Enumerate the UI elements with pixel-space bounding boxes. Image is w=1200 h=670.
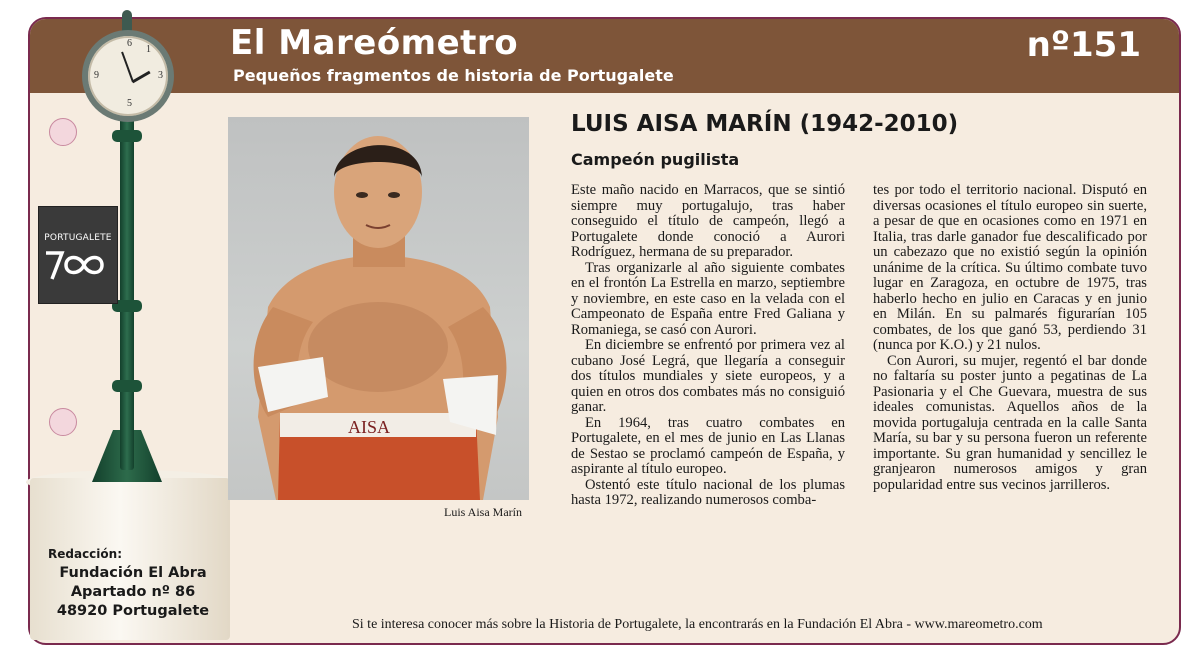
logo-label: PORTUGALETE [44,233,112,243]
footer-note: Si te interesa conocer más sobre la Historia de Portugalete, la encontrarás en la Fundación El Abra - www.mareometro.com [352,617,1043,632]
header-bar [30,19,1179,93]
lamp-pole [120,110,134,470]
article-paragraph: Ostentó este título nacional de los plumas hasta 1972, realizando numerosos comba- [571,476,845,508]
clock-hour-hand [132,71,151,84]
pole-ring [112,380,142,392]
clock-numeral: 5 [127,98,132,109]
clock-numeral: 3 [158,70,163,81]
article-paragraph: En diciembre se enfrentó por primera vez al cubano José Legrá, que llegaría a conseguir dos títulos mundiales y siete europeos, y a quien en otros dos combates más no consiguió ganar. [571,337,845,415]
clock-numeral: 1 [146,44,151,55]
credits-line: Fundación El Abra [59,565,207,581]
article-paragraph: Tras organizarle al año siguiente combates en el frontón La Estrella en marzo, septiembre y noviembre, en este caso en la velada con el Campeonato de España entre Fred Galiana y Romaniega, se casó con Aurori. [571,259,845,338]
logo-mark [39,245,117,294]
clock-numeral: 9 [94,70,99,81]
pole-ring [112,130,142,142]
article-column-2 [873,183,1147,553]
clock-finial [122,10,132,32]
article-paragraph: Con Aurori, su mujer, regentó el bar donde no faltaría su poster junto a pegatinas de La Pasionaria y el Che Guevara, muestra de sus ideales comunistas. Aquellos años de la movida portugaluja centrada en la calle Santa María, su bar y su persona fueron un referente importante. Su gran humanidad y sencillez le granjearon numerosos amigos y gran popularidad entre sus vecinos jarrilleros. [873,352,1147,493]
publication-subtitle: Pequeños fragmentos de historia de Portugalete [233,66,674,85]
credits-label: Redacción: [48,547,122,561]
article-column-1 [571,183,845,553]
clock-icon [82,30,174,122]
binder-hole [49,118,77,146]
clock-minute-hand [121,52,134,83]
binder-hole [49,408,77,436]
article-paragraph: En 1964, tras cuatro combates en Portugalete, en el mes de junio en Las Llanas de Sestao se proclamó campeón de España, y aspirante al título europeo. [571,414,845,477]
portugalete-700-logo [38,206,118,304]
credits-line: 48920 Portugalete [56,603,210,619]
photo-caption: Luis Aisa Marín [444,505,522,519]
trunks-text: AISA [348,417,391,437]
article-paragraph: Este maño nacido en Marracos, que se sintió siempre muy portugalujo, tras haber conseguido el título de campeón, llegó a Portugalete donde conoció a Aurori Rodríguez, hermana de su preparador. [571,182,845,260]
clock-numeral: 6 [127,38,132,49]
publication-title: El Mareómetro [230,23,519,63]
article-title: LUIS AISA MARÍN (1942-2010) [571,111,959,137]
boxer-photo [228,117,529,500]
article-subtitle: Campeón pugilista [571,150,740,169]
article-paragraph: tes por todo el territorio nacional. Disputó en diversas ocasiones el título europeo sin suerte, a pesar de que en ocasiones como en 1971 en Italia, tras darle ganador fue descalificado por un cabezazo que no existió según la opinión unánime de la crítica. Su último combate tuvo lugar en Zaragoza, en octubre de 1975, tras haberlo hecho en julio en Caracas y en junio en Milán. En su palmarés figurarían 105 combates, de los que ganó 53, perdiendo 31 (nunca por K.O.) y 21 nulos. [873,182,1147,353]
issue-number: nº151 [1026,25,1141,65]
credits-line: Apartado nº 86 [70,584,196,600]
seven-hundred-icon [40,245,116,285]
boxer-portrait-image [228,117,529,500]
